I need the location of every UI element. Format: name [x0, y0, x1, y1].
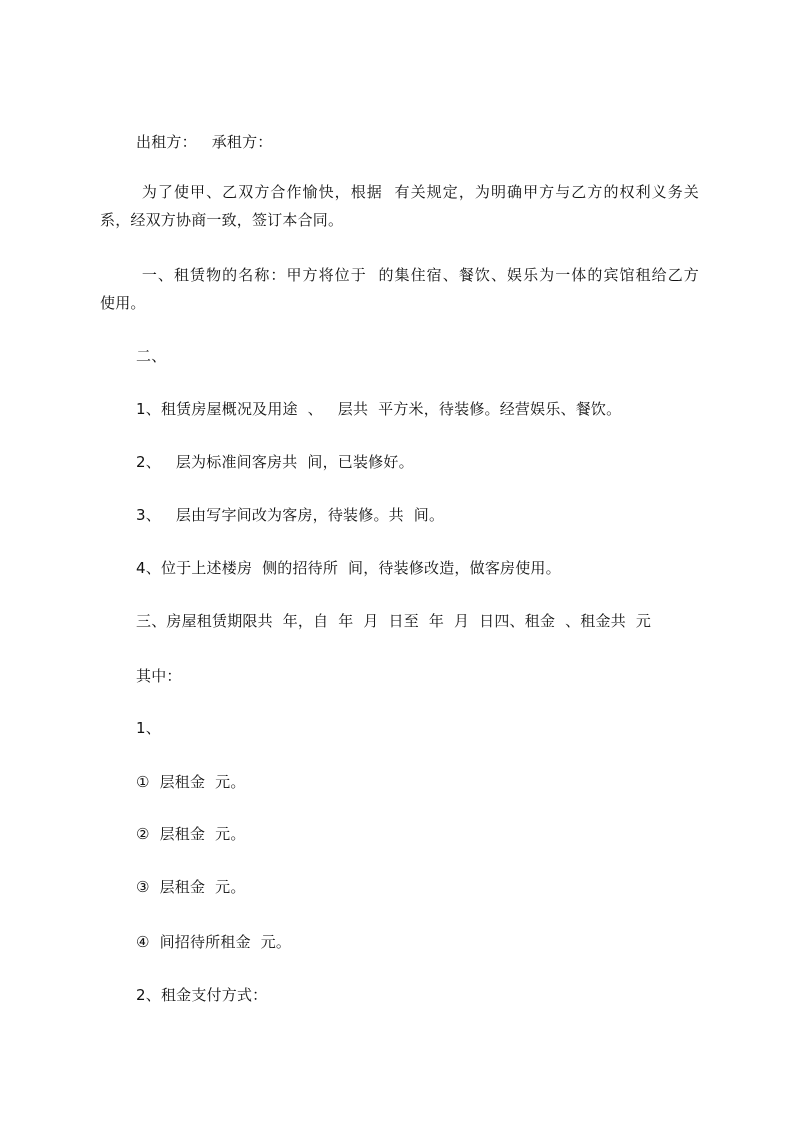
clause-2-heading: 二、	[136, 347, 167, 365]
rent-item-3: ③ 层租金 元。	[136, 878, 246, 896]
parties-line: 出租方： 承租方：	[136, 133, 273, 151]
rent-item-1: ① 层租金 元。	[136, 773, 246, 791]
item-2: 2、 层为标准间客房共 间，已装修好。	[136, 453, 414, 471]
item-3: 3、 层由写字间改为客房，待装修。共 间。	[136, 506, 445, 524]
rent-item-4: ④ 间招待所租金 元。	[136, 933, 292, 951]
item-1: 1、租赁房屋概况及用途 、 层共 平方米，待装修。经营娱乐、餐饮。	[136, 400, 622, 418]
clause-1-line-1: 一、租赁物的名称：甲方将位于 的集住宿、餐饮、娱乐为一体的宾馆租给乙方	[136, 266, 699, 284]
preamble-line-2: 系，经双方协商一致，签订本合同。	[100, 211, 344, 229]
sub-item-1: 1、	[136, 719, 161, 737]
among-label: 其中：	[136, 667, 182, 685]
rent-item-2: ② 层租金 元。	[136, 825, 246, 843]
clause-3-line: 三、房屋租赁期限共 年，自 年 月 日至 年 月 日四、租金 、租金共 元	[136, 612, 652, 630]
preamble-line-1: 为了使甲、乙双方合作愉快，根据 有关规定，为明确甲方与乙方的权利义务关	[136, 183, 699, 201]
item-4: 4、位于上述楼房 侧的招待所 间，待装修改造，做客房使用。	[136, 559, 561, 577]
payment-method-line: 2、租金支付方式：	[136, 986, 268, 1004]
clause-1-line-2: 使用。	[100, 294, 146, 312]
